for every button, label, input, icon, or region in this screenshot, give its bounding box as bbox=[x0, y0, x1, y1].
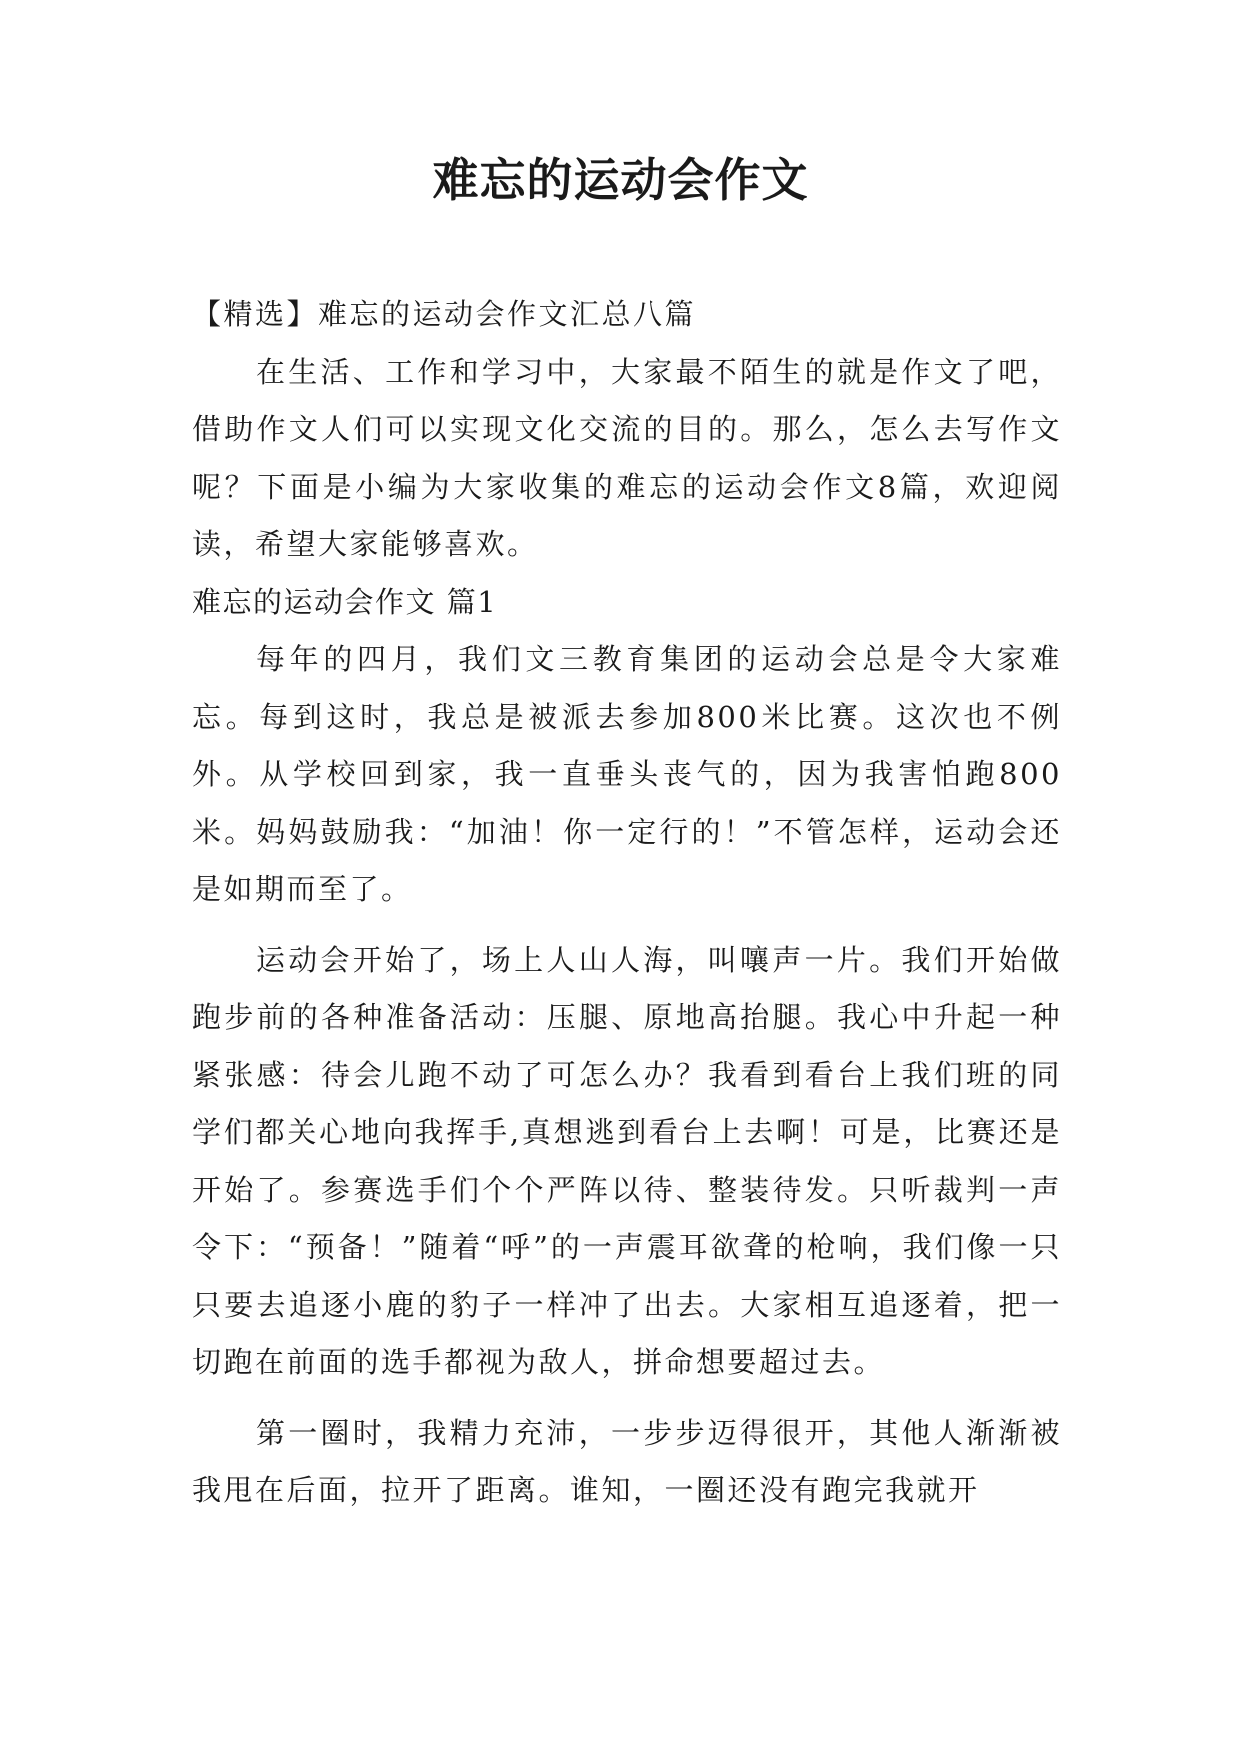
document-body bbox=[192, 286, 1062, 1520]
document-subtitle: 【精选】难忘的运动会作文汇总八篇 bbox=[192, 297, 697, 331]
body-paragraph: 运动会开始了，场上人山人海，叫嚷声一片。我们开始做跑步前的各种准备活动：压腿、原地高抬腿。我心中升起一种紧张感：待会儿跑不动了可怎么办？我看到看台上我们班的同学们都关心地向我挥手,真想逃到看台上去啊！可是，比赛还是开始了。参赛选手们个个严阵以待、整装待发。只听裁判一声令下：“预备！”随着“呼”的一声震耳欲聋的枪响，我们像一只只要去追逐小鹿的豹子一样冲了出去。大家相互追逐着，把一切跑在前面的选手都视为敌人，拼命想要超过去。 bbox=[192, 942, 1062, 1379]
body-paragraph: 第一圈时，我精力充沛，一步步迈得很开，其他人渐渐被我甩在后面，拉开了距离。谁知，一圈还没有跑完我就开 bbox=[192, 1415, 1062, 1507]
intro-paragraph: 在生活、工作和学习中，大家最不陌生的就是作文了吧，借助作文人们可以实现文化交流的目的。那么，怎么去写作文呢？下面是小编为大家收集的难忘的运动会作文8篇，欢迎阅读，希望大家能够喜欢。 bbox=[192, 354, 1062, 561]
document-title: 难忘的运动会作文 bbox=[432, 153, 809, 207]
section-heading: 难忘的运动会作文 篇1 bbox=[192, 584, 498, 619]
body-paragraph: 每年的四月，我们文三教育集团的运动会总是令大家难忘。每到这时，我总是被派去参加800米比赛。这次也不例外。从学校回到家，我一直垂头丧气的，因为我害怕跑800米。妈妈鼓励我：“加油！你一定行的！”不管怎样，运动会还是如期而至了。 bbox=[192, 642, 1062, 906]
